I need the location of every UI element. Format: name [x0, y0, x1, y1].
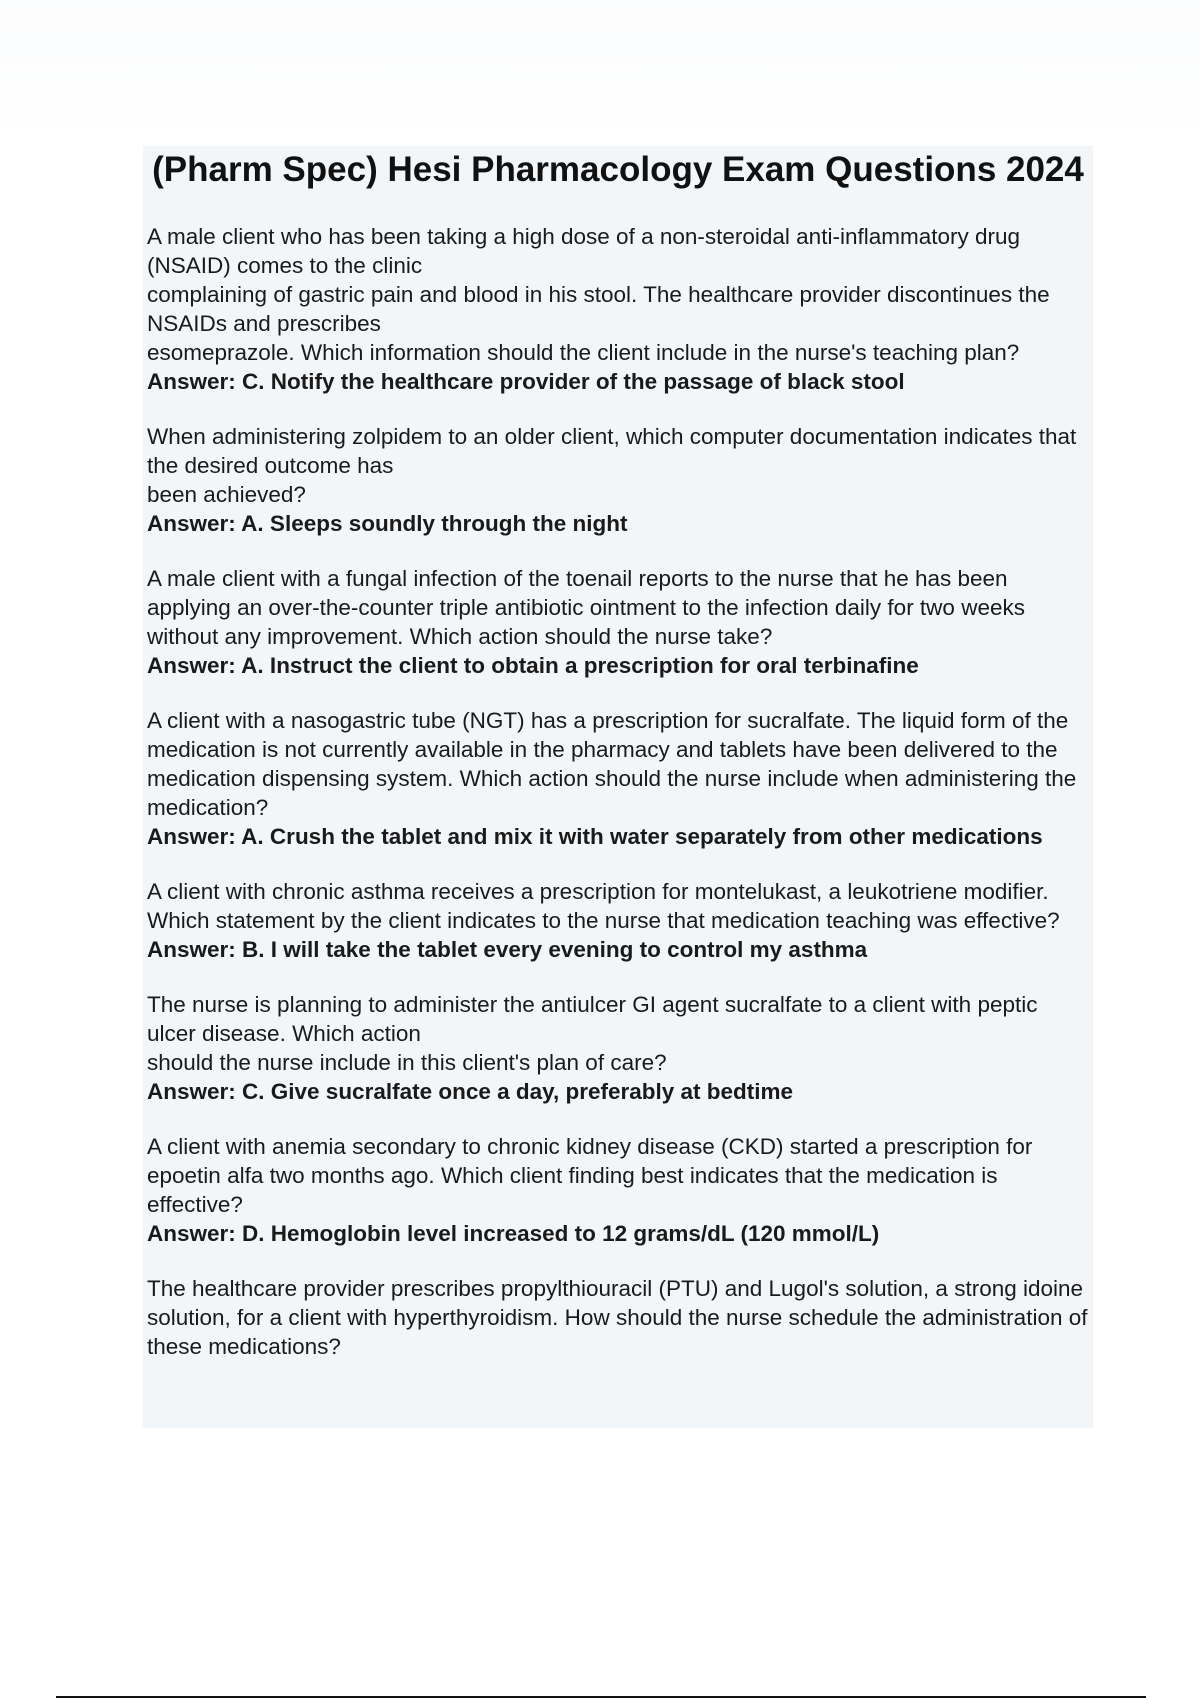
question-text: A client with chronic asthma receives a prescription for montelukast, a leukotriene modifier. Which statement by the client indicates to the nurse that medication teaching was effective? — [147, 879, 1060, 933]
qa-item — [147, 706, 1089, 851]
document-body — [143, 146, 1093, 1428]
footer-divider — [56, 1696, 1146, 1698]
question-text: A male client with a fungal infection of the toenail reports to the nurse that he has been applying an over-the-counter triple antibiotic ointment to the infection daily for two weeks without any improvement. Which action should the nurse take? — [147, 566, 1025, 649]
answer-text: Answer: A. Instruct the client to obtain a prescription for oral terbinafine — [147, 653, 919, 678]
qa-item — [147, 564, 1089, 680]
qa-item — [147, 222, 1089, 396]
qa-item — [147, 990, 1089, 1106]
question-text: When administering zolpidem to an older client, which computer documentation indicates that the desired outcome has been achieved? — [147, 424, 1077, 507]
document-title: (Pharm Spec) Hesi Pharmacology Exam Questions 2024 — [152, 150, 1084, 189]
answer-text: Answer: C. Notify the healthcare provider of the passage of black stool — [147, 369, 905, 394]
answer-text: Answer: C. Give sucralfate once a day, preferably at bedtime — [147, 1079, 794, 1104]
qa-item — [147, 877, 1089, 964]
question-text: The healthcare provider prescribes propylthiouracil (PTU) and Lugol's solution, a strong idoine solution, for a client with hyperthyroidism. How should the nurse schedule the administration of these medications? — [147, 1276, 1088, 1359]
question-text: A client with a nasogastric tube (NGT) has a prescription for sucralfate. The liquid form of the medication is not currently available in the pharmacy and tablets have been delivered to the medication dispensing system. Which action should the nurse include when administering the medication? — [147, 708, 1077, 820]
answer-text: Answer: B. I will take the tablet every evening to control my asthma — [147, 937, 868, 962]
page-header-area — [0, 0, 1200, 140]
qa-item — [147, 1132, 1089, 1248]
qa-item — [147, 1274, 1089, 1361]
question-text: The nurse is planning to administer the antiulcer GI agent sucralfate to a client with peptic ulcer disease. Which action should the nurse include in this client's plan of care? — [147, 992, 1038, 1075]
question-text: A client with anemia secondary to chronic kidney disease (CKD) started a prescription for epoetin alfa two months ago. Which client finding best indicates that the medication is effective? — [147, 1134, 1033, 1217]
answer-text: Answer: D. Hemoglobin level increased to 12 grams/dL (120 mmol/L) — [147, 1221, 880, 1246]
answer-text: Answer: A. Crush the tablet and mix it with water separately from other medications — [147, 824, 1043, 849]
answer-text: Answer: A. Sleeps soundly through the night — [147, 511, 628, 536]
qa-item — [147, 422, 1089, 538]
question-text: A male client who has been taking a high dose of a non-steroidal anti-inflammatory drug (NSAID) comes to the clinic complaining of gastric pain and blood in his stool. The healthcare provider discontinues the NSAIDs and prescribes esomeprazole. Which information should the client include in the nurse's teaching plan? — [147, 224, 1050, 365]
